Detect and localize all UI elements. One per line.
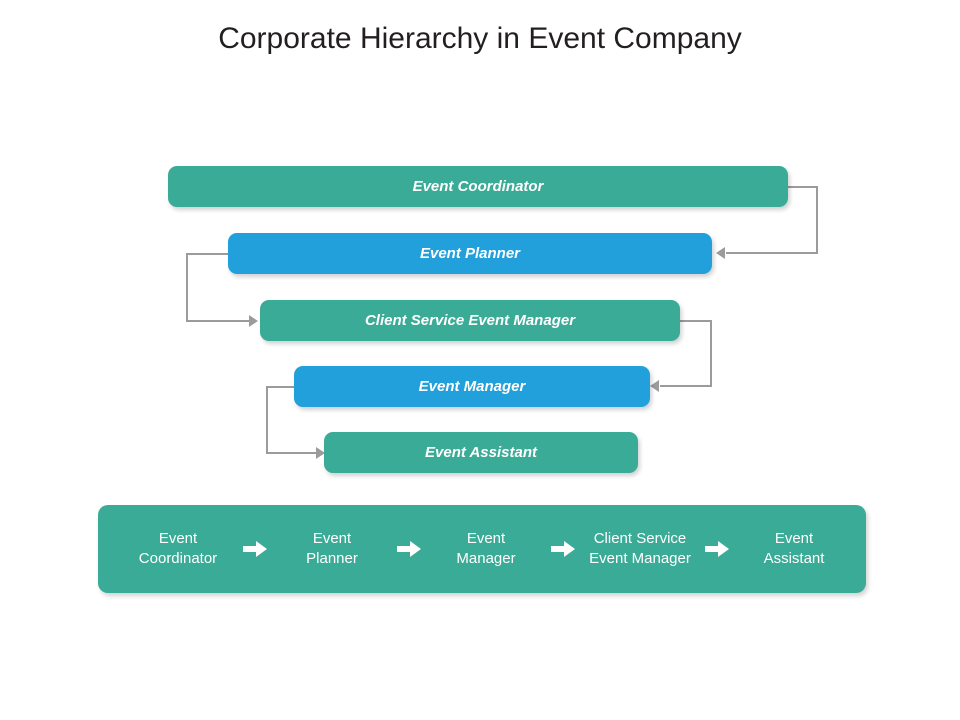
right-arrow-icon	[704, 541, 730, 557]
right-arrow-icon	[550, 541, 576, 557]
process-step-line: Planner	[306, 550, 358, 567]
page-title: Corporate Hierarchy in Event Company	[218, 22, 742, 55]
process-step-line: Event	[466, 530, 506, 547]
process-step-event-coordinator[interactable]	[114, 529, 242, 569]
connector-coordinator-to-planner-top	[788, 186, 818, 188]
process-step-line: Event Manager	[589, 550, 691, 567]
connector-csem-to-manager-bottom	[660, 385, 712, 387]
process-step-line: Assistant	[763, 550, 825, 567]
process-strip	[98, 505, 866, 593]
hierarchy-bar-label: Client Service Event Manager	[364, 312, 576, 329]
process-step-event-assistant[interactable]	[730, 529, 858, 569]
hierarchy-bar-event-coordinator[interactable]	[168, 166, 788, 207]
connector-planner-to-csem-vertical	[186, 253, 188, 321]
hierarchy-bar-label: Event Planner	[419, 245, 521, 262]
process-step-client-service-event-manager[interactable]	[576, 529, 704, 569]
hierarchy-bar-label: Event Assistant	[425, 444, 537, 461]
process-step-line: Manager	[456, 550, 516, 567]
process-step-line: Coordinator	[138, 550, 218, 567]
process-step-event-planner[interactable]	[268, 529, 396, 569]
hierarchy-bar-event-manager[interactable]	[294, 366, 650, 407]
process-step-line: Client Service	[593, 530, 687, 547]
right-arrow-icon	[396, 541, 422, 557]
connector-coordinator-to-planner-vertical	[816, 186, 818, 252]
connector-manager-to-assistant-bottom	[266, 452, 316, 454]
arrow-into-event-manager	[650, 380, 659, 392]
hierarchy-bar-client-service-event-manager[interactable]	[260, 300, 680, 341]
hierarchy-bar-label: Event Manager	[418, 378, 526, 395]
process-step-line: Event	[774, 530, 814, 547]
connector-planner-to-csem-bottom	[186, 320, 249, 322]
connector-manager-to-assistant-vertical	[266, 386, 268, 453]
hierarchy-bar-event-planner[interactable]	[228, 233, 712, 274]
hierarchy-bar-label: Event Coordinator	[412, 178, 544, 195]
process-step-line: Event	[158, 530, 198, 547]
arrow-into-event-planner	[716, 247, 725, 259]
connector-coordinator-to-planner-bottom	[726, 252, 818, 254]
right-arrow-icon	[242, 541, 268, 557]
connector-csem-to-manager-top	[680, 320, 712, 322]
connector-planner-to-csem-top	[186, 253, 230, 255]
process-step-event-manager[interactable]	[422, 529, 550, 569]
process-step-line: Event	[312, 530, 352, 547]
arrow-into-client-service-event-manager	[249, 315, 258, 327]
connector-csem-to-manager-vertical	[710, 320, 712, 386]
hierarchy-bar-event-assistant[interactable]	[324, 432, 638, 473]
